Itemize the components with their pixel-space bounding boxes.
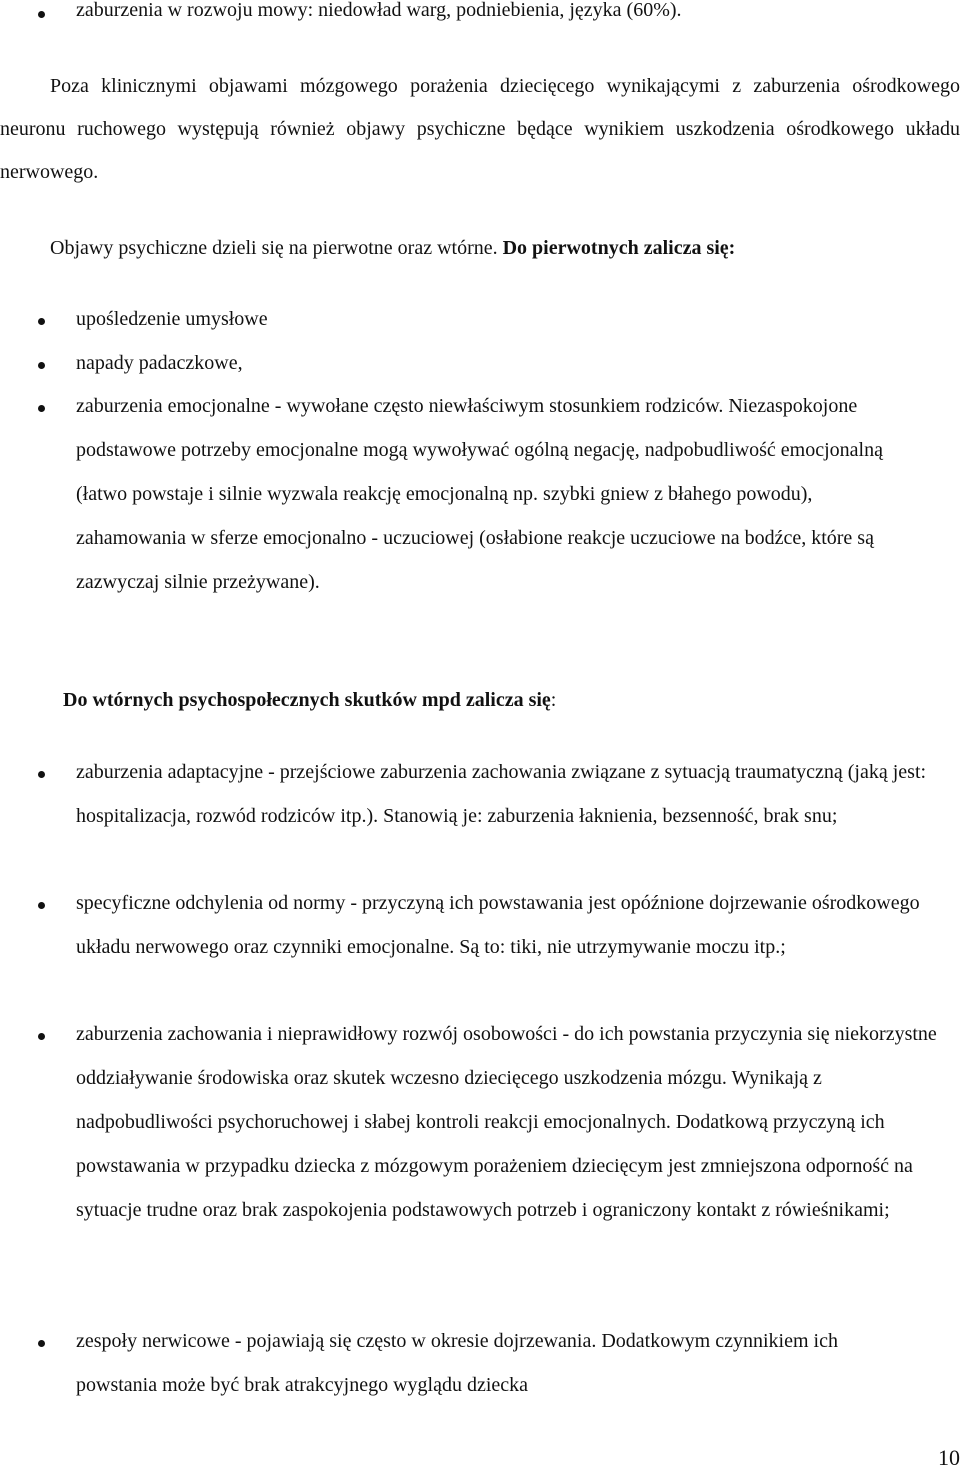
list-item-secondary: zespoły nerwicowe - pojawiają się często w okresie dojrzewania. Dodatkowym czynnikiem ich powstania może być brak atrakcyjnego wyglądu dziecka [76, 1330, 838, 1396]
page-number: 10 [938, 1445, 960, 1470]
paragraph-text: Objawy psychiczne dzieli się na pierwotne oraz wtórne. [50, 237, 503, 259]
bullet-icon [38, 318, 45, 325]
bullet-icon [38, 771, 45, 778]
bullet-icon [38, 902, 45, 909]
list-item-speech-disorders: zaburzenia w rozwoju mowy: niedowład warg, podniebienia, języka (60%). [76, 0, 682, 21]
paragraph-clinical-symptoms [0, 65, 960, 194]
list-item-primary: napady padaczkowe, [76, 352, 243, 374]
list-item-secondary: zaburzenia adaptacyjne - przejściowe zaburzenia zachowania związane z sytuacją traumatyczną (jaką jest: hospitalizacja, rozwód rodziców itp.). Stanowią je: zaburzenia łaknienia, bezsenność, brak snu; [76, 761, 927, 827]
bullet-icon [38, 362, 45, 369]
bullet-icon [38, 1033, 45, 1040]
bullet-icon [38, 405, 45, 412]
secondary-heading-text: Do wtórnych psychospołecznych skutków mpd zalicza się [63, 689, 551, 711]
list-item-primary: upośledzenie umysłowe [76, 308, 268, 330]
paragraph-psychic-symptoms [50, 232, 960, 264]
primary-heading: Do pierwotnych zalicza się: [502, 237, 736, 259]
secondary-heading-colon: : [550, 689, 557, 711]
bullet-icon [38, 11, 45, 18]
secondary-heading [63, 684, 943, 716]
list-item-secondary: zaburzenia zachowania i nieprawidłowy rozwój osobowości - do ich powstania przyczynia się niekorzystne oddziaływanie środowiska oraz skutek wczesno dziecięcego uszkodzenia mózgu. Wynikają z nadpobudliwości psychoruchowej i słabej kontroli reakcji emocjonalnych. Dodatkową przyczyną ich powstawania w przypadku dziecka z mózgowym porażeniem dziecięcym jest zmniejszona odporność na sytuacje trudne oraz brak zaspokojenia podstawowych potrzeb i ograniczony kontakt z rówieśnikami; [76, 1023, 937, 1221]
bullet-icon [38, 1340, 45, 1347]
list-item-secondary: specyficzne odchylenia od normy - przyczyną ich powstawania jest opóźnione dojrzewanie ośrodkowego układu nerwowego oraz czynniki emocjonalne. Są to: tiki, nie utrzymywanie moczu itp.; [76, 892, 920, 958]
paragraph-text: Poza klinicznymi objawami mózgowego porażenia dziecięcego wynikającymi z zaburzenia ośrodkowego neuronu ruchowego występują również objawy psychiczne będące wynikiem uszkodzenia ośrodkowego układu nerwowego. [0, 75, 960, 183]
list-item-primary: zaburzenia emocjonalne - wywołane często niewłaściwym stosunkiem rodziców. Niezaspokojone podstawowe potrzeby emocjonalne mogą wywoływać ogólną negację, nadpobudliwość emocjonalną (łatwo powstaje i silnie wyzwala reakcję emocjonalną np. szybki gniew z błahego powodu), zahamowania w sferze emocjonalno - uczuciowej (osłabione reakcje uczuciowe na bodźce, które są zazwyczaj silnie przeżywane). [76, 395, 883, 593]
